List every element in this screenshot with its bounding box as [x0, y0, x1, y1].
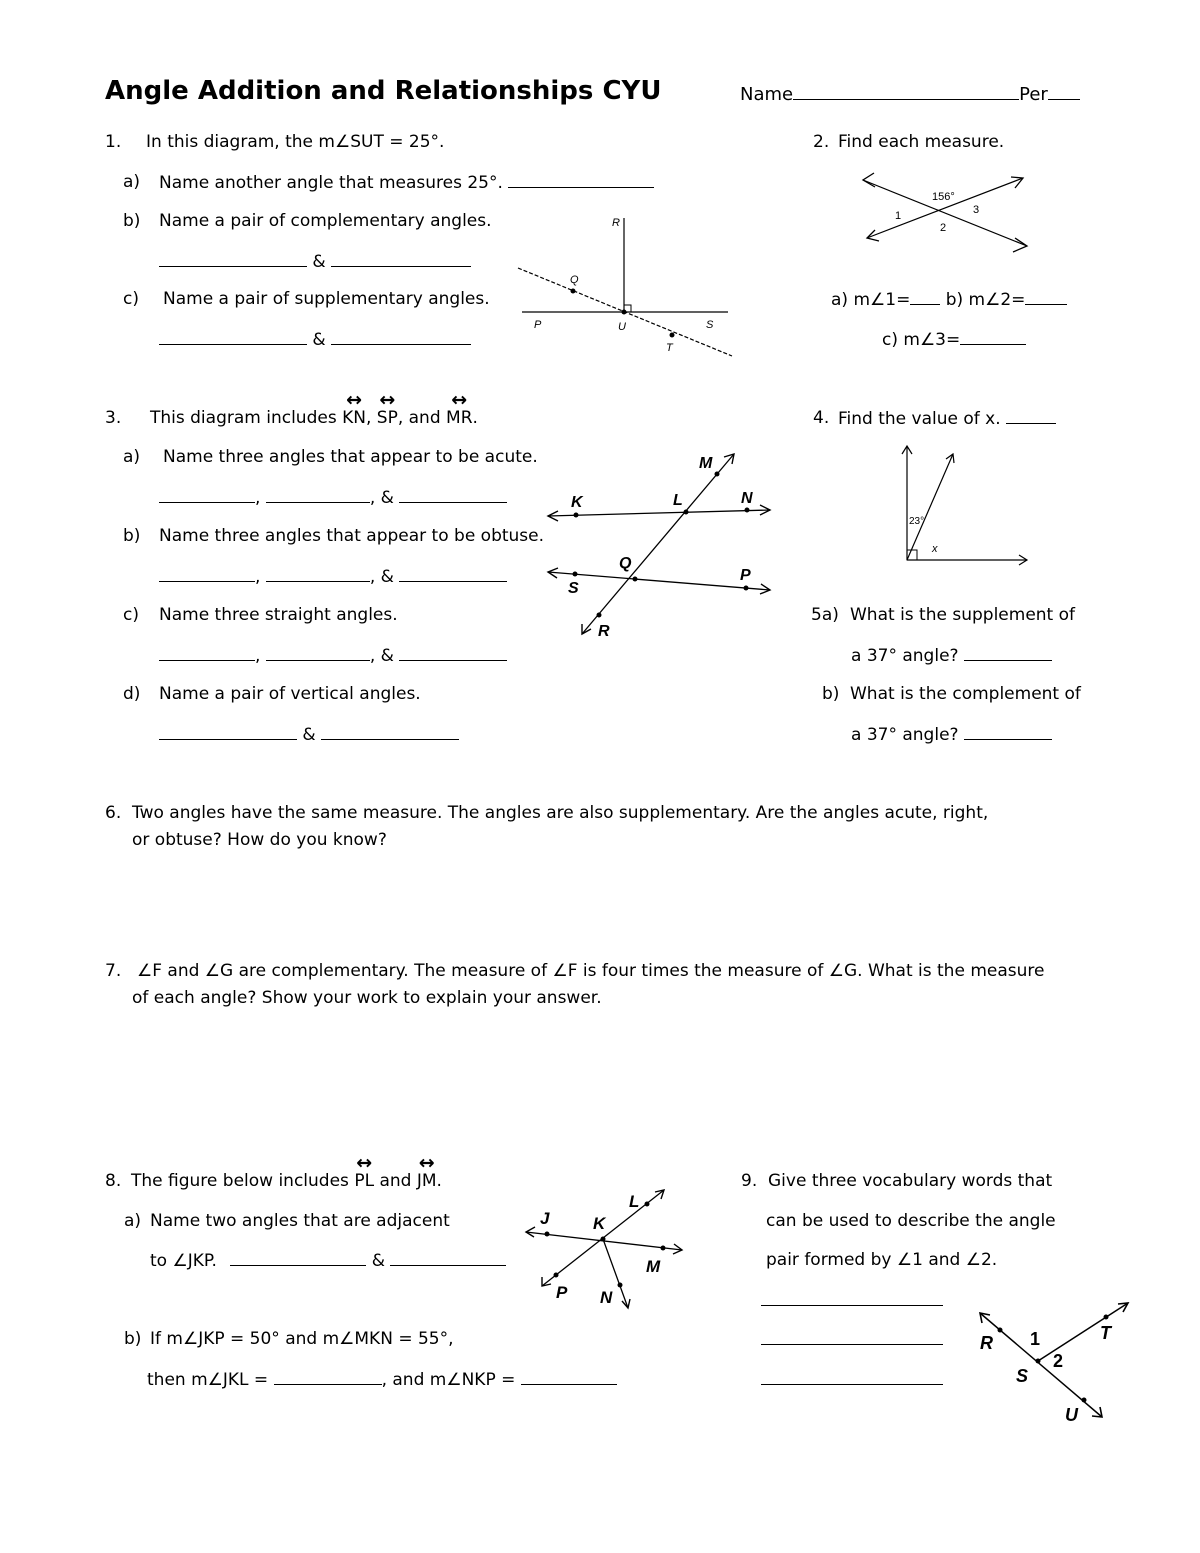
- period: .: [472, 408, 478, 428]
- point-k: [601, 1237, 606, 1242]
- q1a-item: [159, 172, 654, 193]
- label-l: L: [629, 1192, 640, 1211]
- q1c-blank-2[interactable]: [331, 329, 471, 345]
- point-p: [554, 1273, 559, 1278]
- label-u: U: [618, 321, 626, 333]
- ampersand: &: [380, 646, 394, 666]
- q3c-blank-1[interactable]: [159, 645, 255, 661]
- q2c-text: c) m∠3=: [882, 330, 961, 350]
- point-t: [670, 333, 675, 338]
- q5b-blank[interactable]: [964, 724, 1052, 740]
- q9-line3: pair formed by ∠1 and ∠2.: [766, 1250, 998, 1270]
- q3-number: 3.: [105, 408, 122, 428]
- q7-line1: ∠F and ∠G are complementary. The measure of ∠F is four times the measure of ∠G. What is the measure: [137, 961, 1045, 981]
- q9-answer-2: [761, 1329, 943, 1350]
- q6-line1: Two angles have the same measure. The angles are also supplementary. Are the angles acute, right,: [132, 803, 989, 823]
- separator: , and: [397, 408, 447, 428]
- q4-number: 4.: [813, 408, 830, 428]
- label-q: Q: [619, 555, 632, 572]
- q3a-blank-1[interactable]: [159, 487, 255, 503]
- q2a-text: a) m∠1=: [831, 290, 911, 310]
- q5b-text: What is the complement of: [850, 684, 1081, 704]
- q5a-text: What is the supplement of: [850, 605, 1076, 625]
- point-u: [622, 310, 627, 315]
- q9-answer-3: [761, 1369, 943, 1390]
- q9-number: 9.: [741, 1171, 758, 1191]
- q3a-text: Name three angles that appear to be acute.: [163, 447, 538, 467]
- point-s: [1036, 1359, 1041, 1364]
- q3c-blank-3[interactable]: [399, 645, 507, 661]
- comma: ,: [255, 567, 261, 587]
- q9-blank-2[interactable]: [761, 1329, 943, 1345]
- q2b-blank[interactable]: [1025, 289, 1067, 305]
- q1b-blank-1[interactable]: [159, 251, 307, 267]
- point-q: [633, 577, 638, 582]
- point-r: [597, 613, 602, 618]
- point-m: [661, 1246, 666, 1251]
- label-156: 156°: [932, 191, 955, 203]
- separator: ,: [365, 408, 377, 428]
- comma: ,: [369, 646, 376, 666]
- per-blank[interactable]: [1048, 84, 1080, 100]
- q4-item: [838, 408, 1056, 429]
- ampersand: &: [380, 567, 394, 587]
- q2-figure: [855, 168, 1035, 258]
- line-sp: ↔ SP: [377, 408, 398, 428]
- comma: ,: [255, 646, 261, 666]
- line-mr: [582, 454, 734, 634]
- q8b-label: b): [124, 1329, 142, 1349]
- q3d-label: d): [123, 684, 141, 704]
- point-u: [1082, 1398, 1087, 1403]
- q3a-label: a): [123, 447, 141, 467]
- q3b-blank-1[interactable]: [159, 566, 255, 582]
- q8a-label: a): [124, 1211, 142, 1231]
- q3a-blank-3[interactable]: [399, 487, 507, 503]
- q3d-text: Name a pair of vertical angles.: [159, 684, 421, 704]
- label-1: 1: [1030, 1329, 1041, 1349]
- label-x: x: [932, 543, 938, 555]
- q2a-blank[interactable]: [910, 289, 940, 305]
- q5a-answer: [851, 645, 1052, 666]
- q3c-text: Name three straight angles.: [159, 605, 398, 625]
- line-kn: ↔ KN: [342, 408, 366, 428]
- point-p: [744, 586, 749, 591]
- q3a-blank-2[interactable]: [266, 487, 370, 503]
- q5a-label: 5a): [811, 605, 839, 625]
- point-k: [574, 513, 579, 518]
- q5b-label: b): [822, 684, 840, 704]
- q4-blank[interactable]: [1006, 408, 1056, 424]
- q5b-answer: [851, 724, 1052, 745]
- q8b-answer: [147, 1369, 617, 1390]
- label-p: P: [534, 319, 542, 331]
- arrowhead: [1013, 238, 1027, 252]
- q6-line2: or obtuse? How do you know?: [132, 830, 387, 850]
- label-r: R: [980, 1333, 993, 1353]
- label-m: M: [699, 455, 713, 472]
- q3c-label: c): [123, 605, 139, 625]
- q8a-answer: [150, 1250, 506, 1271]
- period: .: [436, 1171, 442, 1191]
- name-label: Name: [740, 84, 794, 105]
- q3a-answer: [159, 487, 507, 508]
- q8a-text2: to ∠JKP.: [150, 1251, 217, 1271]
- point-q: [571, 289, 576, 294]
- label-m: M: [646, 1257, 661, 1276]
- label-k: K: [571, 494, 583, 511]
- q2b-text: b) m∠2=: [945, 290, 1026, 310]
- label-s: S: [1016, 1366, 1029, 1386]
- per-label: Per: [1019, 84, 1048, 105]
- point-r: [998, 1328, 1003, 1333]
- q2ab-answers: [831, 289, 1067, 310]
- label-t: T: [666, 342, 673, 354]
- line-jm: ↔ JM: [417, 1171, 437, 1191]
- q5a-text2: a 37° angle?: [851, 646, 959, 666]
- ampersand: &: [302, 725, 316, 745]
- q9-figure: [970, 1295, 1140, 1430]
- line-mr: ↔ MR: [446, 408, 472, 428]
- ampersand: &: [371, 1251, 385, 1271]
- q8b-blank-1[interactable]: [274, 1369, 382, 1385]
- q1b-blank-2[interactable]: [331, 251, 471, 267]
- q3d-blank-2[interactable]: [321, 724, 459, 740]
- q7-line2: of each angle? Show your work to explain your answer.: [132, 988, 602, 1008]
- middle-ray: [907, 454, 953, 560]
- line-sp: [548, 572, 770, 590]
- q1-stem: In this diagram, the m∠SUT = 25°.: [146, 132, 445, 152]
- q8-stem: [131, 1171, 442, 1191]
- ampersand: &: [312, 252, 326, 272]
- q9-blank-3[interactable]: [761, 1369, 943, 1385]
- point-m: [715, 472, 720, 477]
- q1c-text: Name a pair of supplementary angles.: [163, 289, 490, 309]
- q9-line2: can be used to describe the angle: [766, 1211, 1056, 1231]
- label-s: S: [568, 580, 579, 597]
- q9-blank-1[interactable]: [761, 1290, 943, 1306]
- q8-stem-text: The figure below includes: [131, 1171, 355, 1191]
- q3-stem: [150, 408, 478, 428]
- ampersand: &: [312, 330, 326, 350]
- point-n: [618, 1283, 623, 1288]
- q3b-text: Name three angles that appear to be obtuse.: [159, 526, 545, 546]
- arrowhead: [863, 173, 875, 187]
- q1a-label: a): [123, 172, 141, 192]
- q2-stem: Find each measure.: [838, 132, 1005, 152]
- q2c-answer: [882, 329, 1026, 350]
- label-23: 23°: [909, 516, 925, 527]
- q1b-label: b): [123, 211, 141, 231]
- label-l: L: [673, 492, 683, 509]
- point-n: [745, 508, 750, 513]
- q3b-label: b): [123, 526, 141, 546]
- label-2: 2: [1053, 1351, 1064, 1371]
- separator: and: [374, 1171, 417, 1191]
- q1-figure: [510, 208, 740, 368]
- q6-number: 6.: [105, 803, 122, 823]
- comma: ,: [369, 488, 376, 508]
- q3c-blank-2[interactable]: [266, 645, 370, 661]
- q8-number: 8.: [105, 1171, 122, 1191]
- name-blank[interactable]: [793, 84, 1019, 100]
- q3d-answer: [159, 724, 459, 745]
- q3c-answer: [159, 645, 507, 666]
- label-1: 1: [895, 210, 902, 222]
- q3d-blank-1[interactable]: [159, 724, 297, 740]
- q3-stem-text: This diagram includes: [150, 408, 343, 428]
- label-s: S: [706, 319, 714, 331]
- q5a-blank[interactable]: [964, 645, 1052, 661]
- q1a-text: Name another angle that measures 25°.: [159, 173, 503, 193]
- q1a-blank[interactable]: [508, 172, 654, 188]
- q9-line1: Give three vocabulary words that: [768, 1171, 1053, 1191]
- point-t: [1104, 1315, 1109, 1320]
- q2c-blank[interactable]: [960, 329, 1026, 345]
- q8a-text: Name two angles that are adjacent: [150, 1211, 450, 1231]
- q4-stem: Find the value of x.: [838, 409, 1001, 429]
- label-t: T: [1100, 1323, 1111, 1343]
- point-l: [684, 510, 689, 515]
- label-n: N: [600, 1288, 613, 1307]
- q1-number: 1.: [105, 132, 122, 152]
- line-1: [863, 180, 1027, 246]
- line-pl: ↔ PL: [354, 1171, 374, 1191]
- q7-number: 7.: [105, 961, 122, 981]
- label-j: J: [540, 1209, 550, 1228]
- q8b-blank-2[interactable]: [521, 1369, 617, 1385]
- q3b-answer: [159, 566, 507, 587]
- arrowhead: [1118, 1303, 1128, 1312]
- comma: ,: [369, 567, 376, 587]
- q3b-blank-2[interactable]: [266, 566, 370, 582]
- q1c-blank-1[interactable]: [159, 329, 307, 345]
- q8-figure: [518, 1182, 688, 1312]
- q2-number: 2.: [813, 132, 830, 152]
- label-p: P: [740, 567, 751, 584]
- q1b-text: Name a pair of complementary angles.: [159, 211, 492, 231]
- label-u: U: [1065, 1405, 1078, 1425]
- q4-figure: [895, 438, 1035, 568]
- label-p: P: [556, 1283, 568, 1302]
- q1c-answer: [159, 329, 471, 350]
- q8a-blank-1[interactable]: [230, 1250, 366, 1266]
- q8b-text: If m∠JKP = 50° and m∠MKN = 55°,: [150, 1329, 454, 1349]
- point-j: [545, 1232, 550, 1237]
- q1b-answer: [159, 251, 471, 272]
- q9-answer-1: [761, 1290, 943, 1311]
- label-k: K: [593, 1214, 606, 1233]
- name-field: [740, 84, 1080, 105]
- label-r: R: [598, 623, 610, 640]
- q8b-then: then m∠JKL =: [147, 1370, 269, 1390]
- label-2: 2: [940, 222, 947, 234]
- label-q: Q: [570, 274, 579, 286]
- label-3: 3: [973, 204, 980, 216]
- q5b-text2: a 37° angle?: [851, 725, 959, 745]
- ray-st: [1038, 1303, 1128, 1361]
- point-l: [645, 1202, 650, 1207]
- ampersand: &: [380, 488, 394, 508]
- q1c-label: c): [123, 289, 139, 309]
- label-n: N: [741, 490, 753, 507]
- comma: ,: [255, 488, 261, 508]
- q3-figure: [540, 448, 780, 648]
- point-s: [573, 572, 578, 577]
- q3b-blank-3[interactable]: [399, 566, 507, 582]
- right-angle-mark: [907, 550, 917, 560]
- q8a-blank-2[interactable]: [390, 1250, 506, 1266]
- page-title: Angle Addition and Relationships CYU: [105, 76, 662, 106]
- label-r: R: [612, 217, 620, 229]
- q8b-and: , and m∠NKP =: [381, 1370, 516, 1390]
